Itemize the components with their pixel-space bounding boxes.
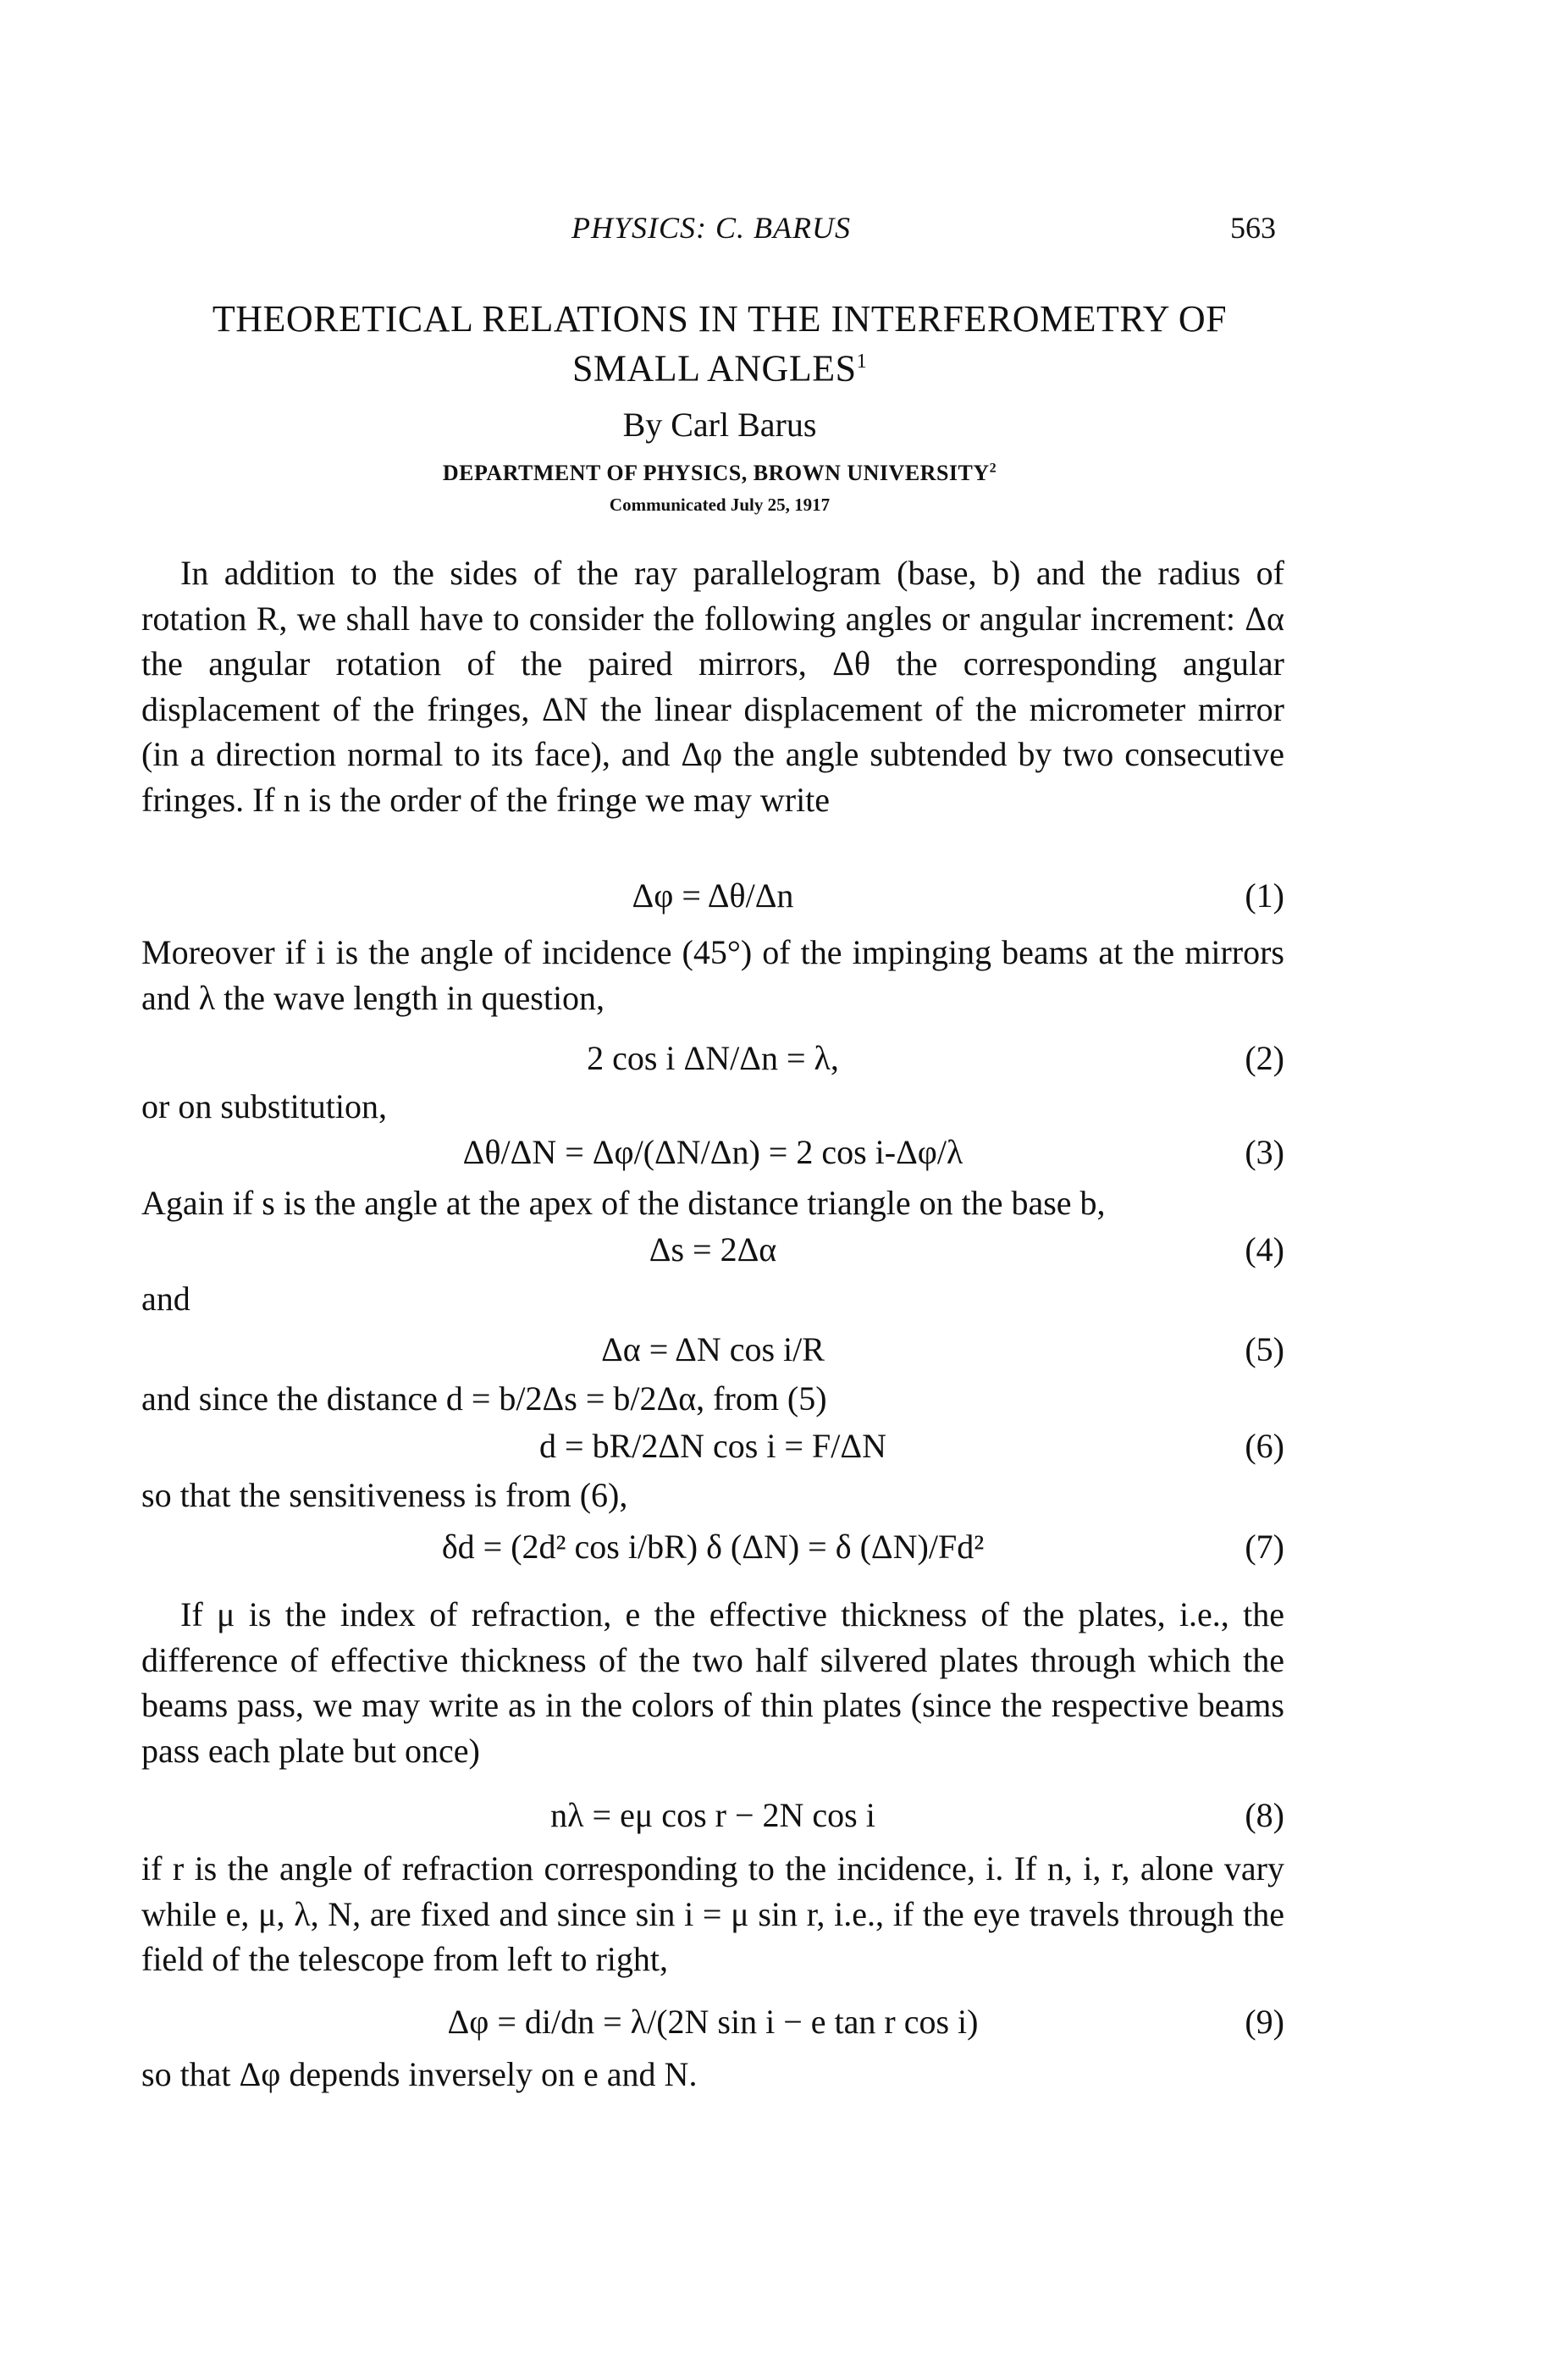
- paragraph-substitution: or on substitution,: [141, 1087, 388, 1125]
- equation-1-expr: Δφ = Δθ/Δn: [632, 876, 794, 915]
- affiliation-text: DEPARTMENT OF PHYSICS, BROWN UNIVERSITY: [442, 461, 990, 485]
- paragraph-refraction: If μ is the index of refraction, e the effective thickness of the plates, i.e., the difference of effective thickness of the two half silvered plates through which the beams pass, we may write as in the colors of thin plates (since the respective beams pass each plate but once): [141, 1595, 1284, 1770]
- equation-6-expr: d = bR/2ΔN cos i = F/ΔN: [539, 1427, 886, 1465]
- equation-7: [141, 1523, 1284, 1570]
- paragraph-incidence: Moreover if i is the angle of incidence (45°) of the impinging beams at the mirrors and λ the wave length in question,: [141, 933, 1284, 1017]
- author-line: By Carl Barus: [622, 406, 817, 444]
- equation-4-expr: Δs = 2Δα: [649, 1230, 777, 1268]
- equation-9-number: (9): [1245, 2003, 1284, 2041]
- equation-2-expr: 2 cos i ΔN/Δn = λ,: [587, 1039, 839, 1077]
- paragraph-apex: Again if s is the angle at the apex of the distance triangle on the base b,: [141, 1184, 1106, 1222]
- title-footnote-mark: 1: [856, 351, 868, 373]
- paragraph-vary: if r is the angle of refraction corresponding to the incidence, i. If n, i, r, alone vary while e, μ, λ, N, are fixed and since sin i = μ sin r, i.e., if the eye travels through the field of the telescope from left to right,: [141, 1849, 1284, 1978]
- equation-2: [141, 1035, 1284, 1081]
- paragraph-conclusion: so that Δφ depends inversely on e and N.: [141, 2055, 698, 2093]
- equation-5: [141, 1326, 1284, 1373]
- paragraph-sensitiveness: so that the sensitiveness is from (6),: [141, 1476, 628, 1514]
- page-number: 563: [1230, 211, 1276, 245]
- equation-3: [141, 1129, 1284, 1175]
- paragraph-and: and: [141, 1279, 190, 1318]
- equation-8-expr: nλ = eμ cos r − 2N cos i: [550, 1796, 875, 1834]
- equation-9: [141, 1998, 1284, 2045]
- equation-3-expr: Δθ/ΔN = Δφ/(ΔN/Δn) = 2 cos i-Δφ/λ: [462, 1133, 963, 1171]
- equation-6: [141, 1423, 1284, 1469]
- equation-4: [141, 1226, 1284, 1273]
- article-title: [152, 298, 1287, 390]
- equation-1-number: (1): [1245, 876, 1284, 915]
- equation-8: [141, 1792, 1284, 1838]
- running-title: PHYSICS: C. BARUS: [571, 211, 851, 245]
- communicated-date: Communicated July 25, 1917: [609, 495, 831, 515]
- equation-9-expr: Δφ = di/dn = λ/(2N sin i − e tan r cos i): [447, 2003, 979, 2041]
- equation-5-expr: Δα = ΔN cos i/R: [601, 1330, 825, 1368]
- paragraph-distance: and since the distance d = b/2Δs = b/2Δα, from (5): [141, 1379, 827, 1418]
- equation-8-number: (8): [1245, 1796, 1284, 1834]
- equation-3-number: (3): [1245, 1133, 1284, 1171]
- equation-6-number: (6): [1245, 1427, 1284, 1465]
- equation-7-expr: δd = (2d² cos i/bR) δ (ΔN) = δ (ΔN)/Fd²: [441, 1528, 985, 1566]
- equation-1: [141, 872, 1284, 919]
- affiliation: [0, 461, 1439, 486]
- article-title-text: THEORETICAL RELATIONS IN THE INTERFEROMETRY OF SMALL ANGLES: [212, 298, 1228, 390]
- equation-5-number: (5): [1245, 1330, 1284, 1368]
- paragraph-intro: In addition to the sides of the ray parallelogram (base, b) and the radius of rotation R, we shall have to consider the following angles or angular increment: Δα the angular rotation of the paired mirrors, Δθ the corresponding angular displacement of the fringes, ΔN the linear displacement of the micrometer mirror (in a direction normal to its face), and Δφ the angle subtended by two consecutive fringes. If n is the order of the fringe we may write: [141, 554, 1284, 819]
- affiliation-footnote-mark: 2: [989, 461, 997, 476]
- equation-2-number: (2): [1245, 1039, 1284, 1077]
- equation-4-number: (4): [1245, 1230, 1284, 1268]
- equation-7-number: (7): [1245, 1528, 1284, 1566]
- running-head: [0, 210, 1568, 252]
